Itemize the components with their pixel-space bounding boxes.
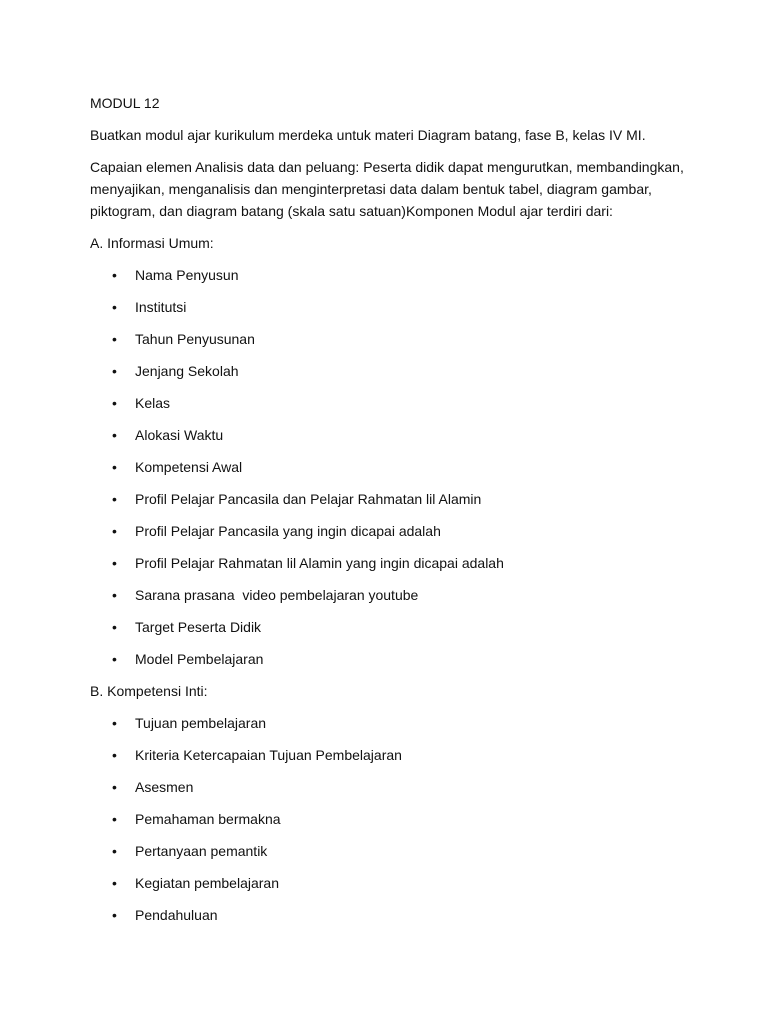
bullet-icon: • — [112, 715, 117, 731]
list-item-text: Profil Pelajar Rahmatan lil Alamin yang ingin dicapai adalah — [135, 555, 504, 571]
list-item-text: Sarana prasana video pembelajaran youtube — [135, 587, 419, 603]
list-item-text: Tahun Penyusunan — [135, 331, 255, 347]
section-a-list — [90, 264, 690, 670]
list-item — [90, 424, 690, 446]
list-item-text: Kelas — [135, 395, 171, 411]
list-item — [90, 712, 690, 734]
list-item — [90, 904, 690, 926]
list-item-text: Jenjang Sekolah — [135, 363, 239, 379]
list-item-text: Profil Pelajar Pancasila dan Pelajar Rahmatan lil Alamin — [135, 491, 482, 507]
bullet-icon: • — [112, 459, 117, 475]
list-item — [90, 488, 690, 510]
bullet-icon: • — [112, 555, 117, 571]
list-item-text: Model Pembelajaran — [135, 651, 264, 667]
list-item-text: Pendahuluan — [135, 907, 218, 923]
bullet-icon: • — [112, 395, 117, 411]
list-item — [90, 840, 690, 862]
bullet-icon: • — [112, 587, 117, 603]
list-item — [90, 648, 690, 670]
bullet-icon: • — [112, 363, 117, 379]
list-item — [90, 744, 690, 766]
instruction-paragraph: Buatkan modul ajar kurikulum merdeka untuk materi Diagram batang, fase B, kelas IV MI. — [90, 127, 646, 143]
bullet-icon: • — [112, 875, 117, 891]
list-item-text: Nama Penyusun — [135, 267, 239, 283]
list-item — [90, 328, 690, 350]
bullet-icon: • — [112, 427, 117, 443]
list-item — [90, 808, 690, 830]
list-item-text: Pertanyaan pemantik — [135, 843, 268, 859]
list-item — [90, 520, 690, 542]
section-a-heading: A. Informasi Umum: — [90, 235, 214, 251]
bullet-icon: • — [112, 747, 117, 763]
list-item — [90, 872, 690, 894]
list-item — [90, 360, 690, 382]
list-item — [90, 392, 690, 414]
list-item-text: Target Peserta Didik — [135, 619, 262, 635]
list-item-text: Kriteria Ketercapaian Tujuan Pembelajaran — [135, 747, 402, 763]
bullet-icon: • — [112, 619, 117, 635]
list-item-text: Kegiatan pembelajaran — [135, 875, 279, 891]
bullet-icon: • — [112, 907, 117, 923]
list-item — [90, 552, 690, 574]
bullet-icon: • — [112, 843, 117, 859]
section-b-heading: B. Kompetensi Inti: — [90, 683, 208, 699]
list-item-text: Asesmen — [135, 779, 194, 795]
list-item — [90, 296, 690, 318]
section-b-list — [90, 712, 690, 926]
list-item-text: Profil Pelajar Pancasila yang ingin dicapai adalah — [135, 523, 441, 539]
capaian-paragraph: Capaian elemen Analisis data dan peluang: Peserta didik dapat mengurutkan, membandingkan, menyajikan, menganalisis dan menginterpretasi data dalam bentuk tabel, diagram gambar, piktogram, dan diagram batang (skala satu satuan)Komponen Modul ajar terdiri dari: — [90, 159, 684, 219]
bullet-icon: • — [112, 491, 117, 507]
list-item-text: Pemahaman bermakna — [135, 811, 281, 827]
bullet-icon: • — [112, 523, 117, 539]
list-item-text: Institutsi — [135, 299, 187, 315]
list-item — [90, 456, 690, 478]
list-item-text: Alokasi Waktu — [135, 427, 224, 443]
bullet-icon: • — [112, 651, 117, 667]
module-title: MODUL 12 — [90, 95, 160, 111]
bullet-icon: • — [112, 331, 117, 347]
bullet-icon: • — [112, 811, 117, 827]
bullet-icon: • — [112, 267, 117, 283]
list-item-text: Kompetensi Awal — [135, 459, 243, 475]
list-item-text: Tujuan pembelajaran — [135, 715, 267, 731]
list-item — [90, 264, 690, 286]
bullet-icon: • — [112, 299, 117, 315]
document-body — [90, 92, 690, 936]
bullet-icon: • — [112, 779, 117, 795]
list-item — [90, 584, 690, 606]
list-item — [90, 776, 690, 798]
list-item — [90, 616, 690, 638]
